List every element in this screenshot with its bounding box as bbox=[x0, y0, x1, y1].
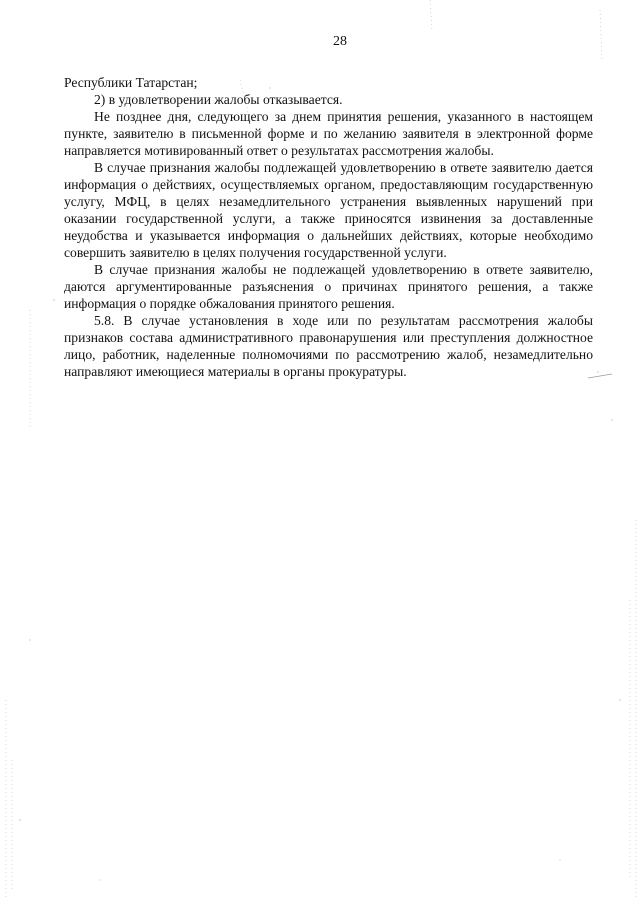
document-body bbox=[64, 74, 593, 380]
paragraph-complaint-not-satisfied: В случае признания жалобы не подлежащей удовлетворению в ответе заявителю, даются аргументированные разъяснения о причинах принятого решения, а также информация о порядке обжалования принятого решения. bbox=[64, 262, 593, 311]
page-number: 28 bbox=[333, 34, 347, 49]
paragraph-complaint-rejected: 2) в удовлетворении жалобы отказывается. bbox=[94, 92, 343, 107]
paragraph-5-8-prosecution: 5.8. В случае установления в ходе или по результатам рассмотрения жалобы признаков состава административного правонарушения или преступления должностное лицо, работник, наделенные полномочиями по рассмотрению жалоб, незамедлительно направляют имеющиеся материалы в органы прокуратуры. bbox=[64, 313, 593, 379]
paragraph-response-deadline: Не позднее дня, следующего за днем принятия решения, указанного в настоящем пункте, заявителю в письменной форме и по желанию заявителя в электронной форме направляется мотивированный ответ о результатах рассмотрения жалобы. bbox=[64, 109, 593, 158]
paragraph-complaint-satisfied: В случае признания жалобы подлежащей удовлетворению в ответе заявителю дается информация о действиях, осуществляемых органом, предоставляющим государственную услугу, МФЦ, в целях незамедлительного устранения выявленных нарушений при оказании государственной услуги, а также приносятся извинения за доставленные неудобства и указывается информация о дальнейших действиях, которые необходимо совершить заявителю в целях получения государственной услуги. bbox=[64, 160, 593, 260]
paragraph-republic-tatarstan: Республики Татарстан; bbox=[64, 75, 198, 90]
